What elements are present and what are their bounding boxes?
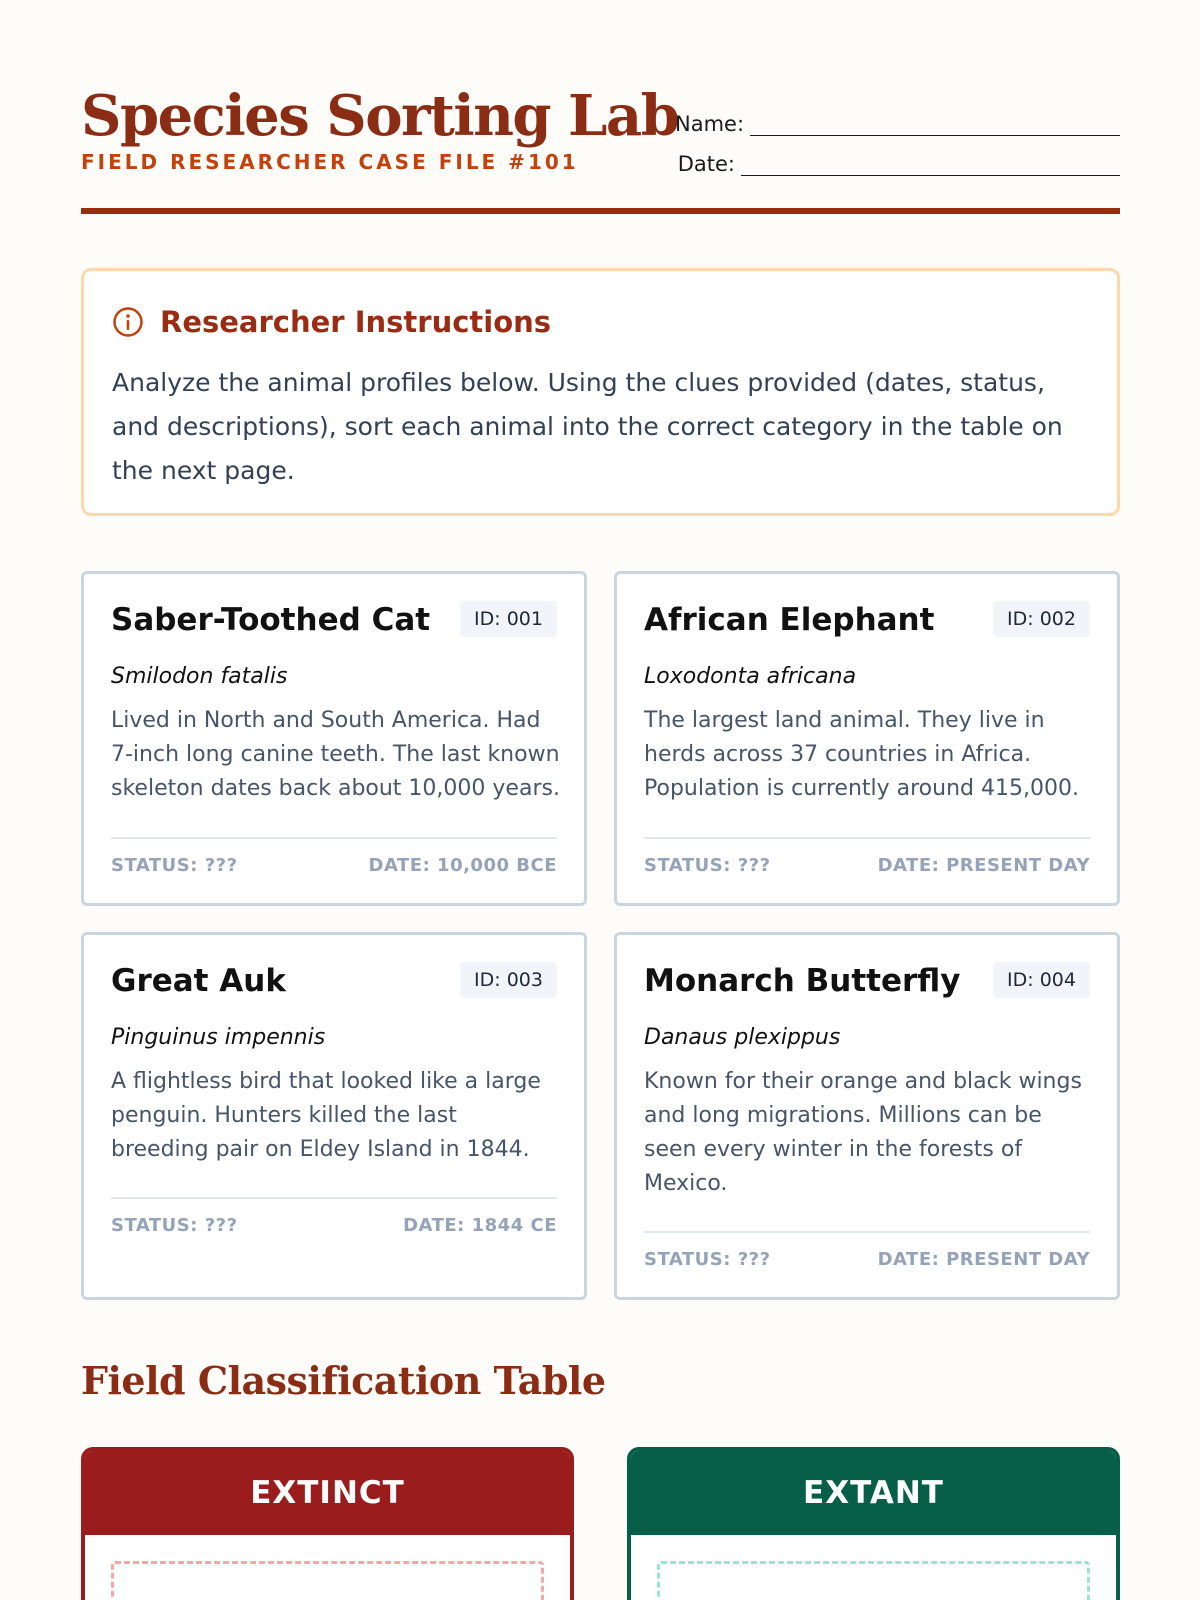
instructions-text: Analyze the animal profiles below. Using the clues provided (dates, status, and descriptions), sort each animal into the correct category in the table on the next page. [112,368,1063,485]
status-label: STATUS: ??? [644,1249,771,1270]
page-title: Species Sorting Lab [81,83,679,149]
extinct-drop-zone[interactable] [111,1561,544,1600]
scientific-name: Smilodon fatalis [111,664,288,689]
info-icon [112,306,144,338]
status-label: STATUS: ??? [111,1215,238,1236]
status-label: STATUS: ??? [644,855,771,876]
name-field[interactable] [675,108,1120,136]
card-divider [111,837,557,839]
scientific-name: Danaus plexippus [644,1025,841,1050]
case-file-subtitle: FIELD RESEARCHER CASE FILE #101 [81,150,579,174]
id-badge: ID: 001 [460,601,557,637]
scientific-name: Pinguinus impennis [111,1025,326,1050]
extinct-column [81,1447,574,1600]
animal-card [81,571,587,906]
extinct-body [85,1535,570,1600]
extant-header: EXTANT [631,1451,1116,1535]
date-label: Date: [677,152,735,176]
animal-description: A flightless bird that looked like a large penguin. Hunters killed the last breeding pair on Eldey Island in 1844. [111,1069,541,1162]
instructions-title: Researcher Instructions [160,305,552,339]
student-info [675,108,1120,188]
classification-title: Field Classification Table [81,1358,606,1403]
id-badge: ID: 003 [460,962,557,998]
date-field[interactable] [675,148,1120,176]
scientific-name: Loxodonta africana [644,664,857,689]
extinct-header: EXTINCT [85,1451,570,1535]
animal-card [81,932,587,1300]
worksheet-page [81,0,1120,1600]
header [81,84,1120,214]
status-label: STATUS: ??? [111,855,238,876]
instructions-header [112,305,551,339]
animal-card [614,932,1120,1300]
animal-name: Great Auk [111,963,286,999]
card-divider [644,1231,1090,1233]
animal-name: Saber-Toothed Cat [111,602,431,638]
extant-column [627,1447,1120,1600]
date-label: DATE: PRESENT DAY [877,855,1090,876]
header-divider [81,208,1120,214]
extant-body [631,1535,1116,1600]
date-blank-line[interactable] [741,154,1120,176]
animal-card [614,571,1120,906]
card-divider [644,837,1090,839]
id-badge: ID: 002 [993,601,1090,637]
id-badge: ID: 004 [993,962,1090,998]
date-label: DATE: 10,000 BCE [368,855,557,876]
name-blank-line[interactable] [750,114,1120,136]
instructions-box [81,268,1120,516]
animal-name: Monarch Butterfly [644,963,961,999]
animal-name: African Elephant [644,602,935,638]
date-label: DATE: PRESENT DAY [877,1249,1090,1270]
card-divider [111,1197,557,1199]
animal-description: Lived in North and South America. Had 7-inch long canine teeth. The last known skeleton dates back about 10,000 years. [111,708,560,801]
name-label: Name: [675,112,745,136]
animal-description: Known for their orange and black wings and long migrations. Millions can be seen every winter in the forests of Mexico. [644,1069,1082,1196]
date-label: DATE: 1844 CE [403,1215,557,1236]
extant-drop-zone[interactable] [657,1561,1090,1600]
animal-description: The largest land animal. They live in herds across 37 countries in Africa. Population is currently around 415,000. [644,708,1079,801]
